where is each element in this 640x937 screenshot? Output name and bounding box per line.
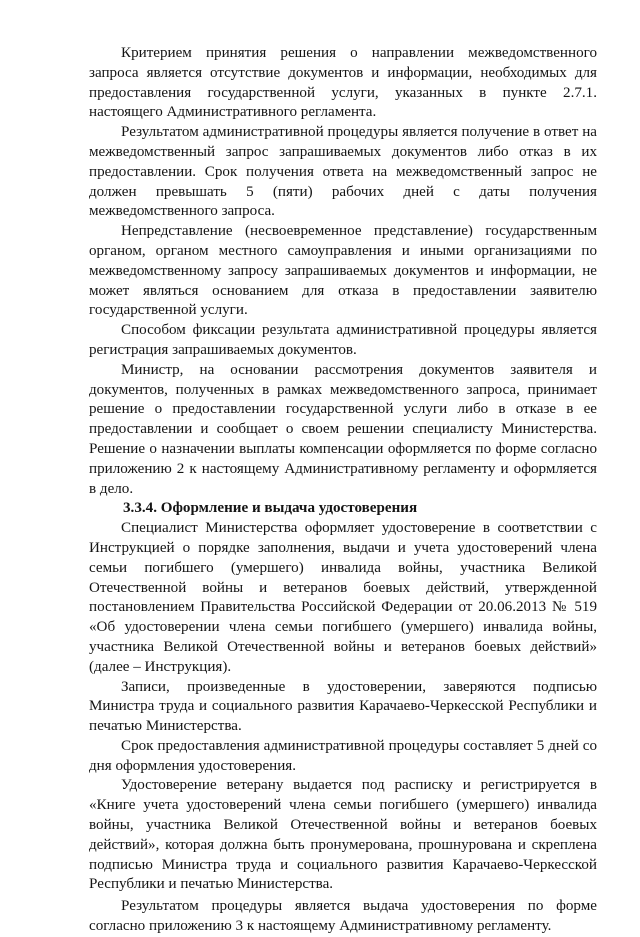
paragraph-procedure-outcome: Результатом процедуры является выдача удостоверения по форме согласно приложению 3 к настоящему Административному регламенту. (89, 898, 597, 935)
paragraph-fixation-method: Способом фиксации результата административной процедуры является регистрация запрашиваемых документов. (89, 322, 597, 358)
paragraph-interagency-request-criterion: Критерием принятия решения о направлении межведомственного запроса является отсутствие документов и информации, необходимых для предоставления государственной услуги, указанных в пункте 2.7.1. настоящего Административного регламента. (89, 45, 597, 121)
paragraph-procedure-result: Результатом административной процедуры является получение в ответ на межведомственный запрос запрашиваемых документов либо отказ в их предоставлении. Срок получения ответа на межведомственный запрос не должен превышать 5 (пяти) рабочих дней с даты получения межведомственного запроса. (89, 124, 597, 220)
paragraph-non-submission: Непредставление (несвоевременное представление) государственным органом, органом местного самоуправления и иными организациями по межведомственному запросу запрашиваемых документов и информации, не может являться основанием для отказа в предоставлении заявителю государственной услуги. (89, 223, 597, 319)
paragraph-certificate-issuance: Специалист Министерства оформляет удостоверение в соответствии с Инструкцией о порядке заполнения, выдачи и учета удостоверений члена семьи погибшего (умершего) инвалида войны, участника Великой Отечественной войны и ветеранов боевых действий, утвержденной постановлением Правительства Российской Федерации от 20.06.2013 № 519 «Об удостоверении члена семьи погибшего (умершего) инвалида войны, участника Великой Отечественной войны и ветеранов боевых действий» (далее – Инструкция). (89, 520, 597, 675)
paragraph-minister-decision: Министр, на основании рассмотрения документов заявителя и документов, полученных в рамках межведомственного запроса, принимает решение о предоставлении государственной услуги либо в отказе в ее предоставлении и сообщает о своем решении специалисту Министерства. Решение о назначении выплаты компенсации оформляется по форме согласно приложению 2 к настоящему Административному регламенту и оформляется в дело. (89, 361, 597, 497)
section-heading: 3.3.4. Оформление и выдача удостоверения (123, 500, 418, 517)
paragraph-procedure-term: Срок предоставления административной процедуры составляет 5 дней со дня оформления удостоверения. (89, 737, 597, 774)
paragraph-certificate-records: Записи, произведенные в удостоверении, заверяются подписью Министра труда и социального развития Карачаево-Черкесской Республики и печатью Министерства. (89, 678, 597, 735)
paragraph-certificate-register: Удостоверение ветерану выдается под расписку и регистрируется в «Книге учета удостоверений члена семьи погибшего (умершего) инвалида войны, участника Великой Отечественной войны и ветеранов боевых действий», которая должна быть пронумерована, прошнурована и скреплена подписью Министра труда и социального развития Карачаево-Черкесской Республики и печатью Министерства. (89, 777, 597, 893)
document-page (89, 44, 597, 937)
